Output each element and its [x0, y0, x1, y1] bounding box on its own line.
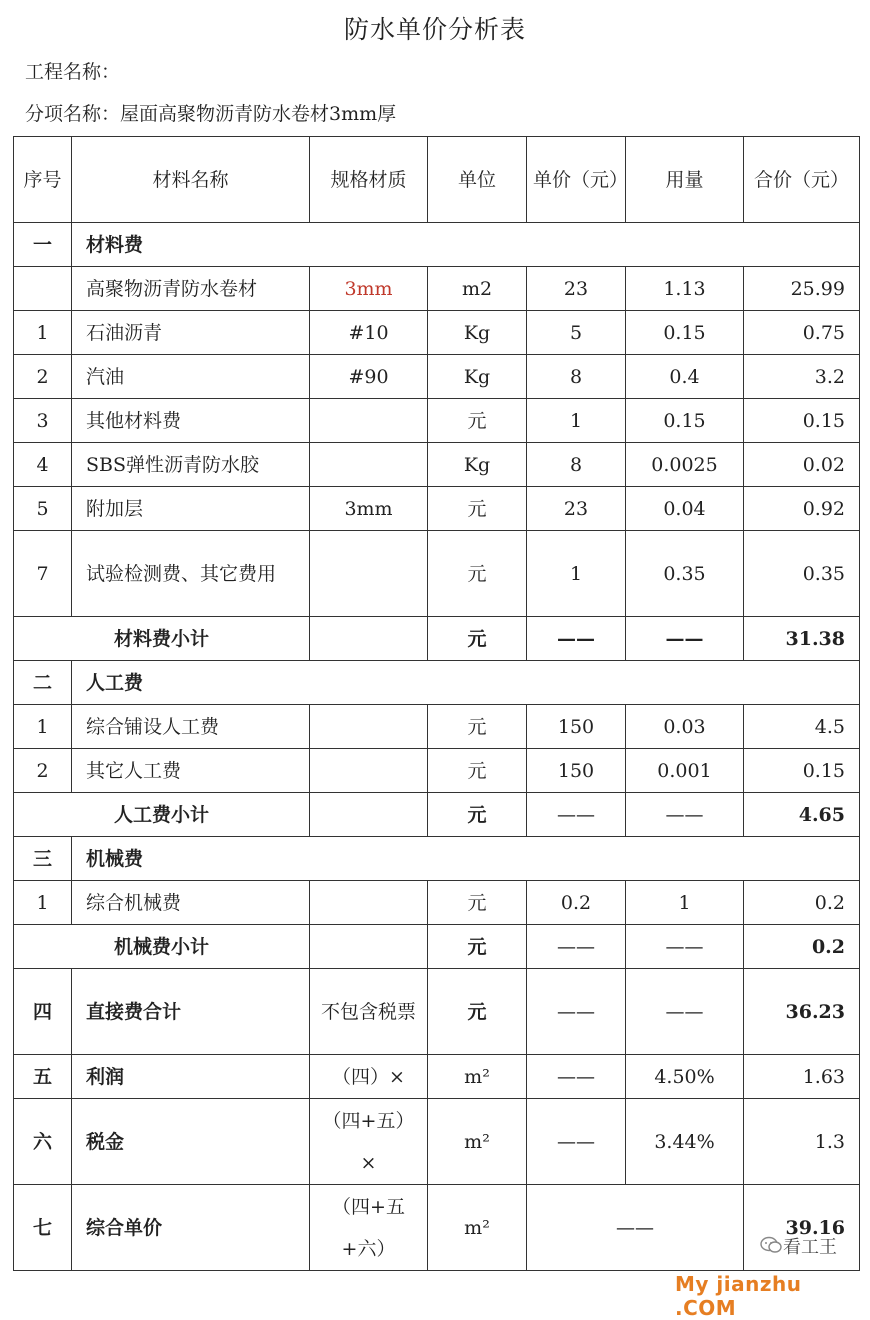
table-row	[14, 487, 860, 531]
cell-total: 0.2	[744, 881, 860, 925]
cell-seq: 1	[14, 311, 72, 355]
cell-name: SBS弹性沥青防水胶	[72, 443, 310, 487]
cell-spec: 不包含税票	[310, 969, 428, 1055]
cell-spec: #90	[310, 355, 428, 399]
cell-name: 高聚物沥青防水卷材	[72, 267, 310, 311]
cell-qty: 1	[626, 881, 744, 925]
subtotal-price: ——	[527, 925, 626, 969]
cell-qty: 0.15	[626, 311, 744, 355]
cell-seq	[14, 267, 72, 311]
cell-unit: 元	[428, 969, 527, 1055]
subtotal-row-labor	[14, 793, 860, 837]
cell-price: 23	[527, 267, 626, 311]
cell-total: 0.02	[744, 443, 860, 487]
cell-name: 综合机械费	[72, 881, 310, 925]
cell-price: ——	[527, 1055, 626, 1099]
section-seq: 三	[14, 837, 72, 881]
section-seq: 二	[14, 661, 72, 705]
cell-spec	[310, 925, 428, 969]
cell-spec: 3mm	[310, 487, 428, 531]
composite-price-row	[14, 1185, 860, 1271]
table-row	[14, 705, 860, 749]
cell-qty: 0.0025	[626, 443, 744, 487]
subtotal-name: 机械费小计	[14, 925, 310, 969]
cell-name: 税金	[72, 1099, 310, 1185]
cell-seq: 5	[14, 487, 72, 531]
section-name: 机械费	[72, 837, 860, 881]
cell-price: 8	[527, 443, 626, 487]
cell-seq: 1	[14, 705, 72, 749]
subtotal-row-material	[14, 617, 860, 661]
table-row	[14, 881, 860, 925]
subtotal-qty: ——	[626, 793, 744, 837]
cell-name: 综合铺设人工费	[72, 705, 310, 749]
tax-row	[14, 1099, 860, 1185]
section-row-labor	[14, 661, 860, 705]
cell-spec	[310, 793, 428, 837]
cell-seq: 六	[14, 1099, 72, 1185]
cell-qty: 0.001	[626, 749, 744, 793]
cell-total: 4.5	[744, 705, 860, 749]
subtotal-row-machine	[14, 925, 860, 969]
cell-total: 0.15	[744, 749, 860, 793]
section-name: 人工费	[72, 661, 860, 705]
cell-seq: 七	[14, 1185, 72, 1271]
cell-spec	[310, 443, 428, 487]
cell-qty: 4.50%	[626, 1055, 744, 1099]
cell-qty: 0.15	[626, 399, 744, 443]
header-total: 合价（元）	[744, 137, 860, 223]
cell-spec: （四）×	[310, 1055, 428, 1099]
subtotal-name: 材料费小计	[14, 617, 310, 661]
cell-total: 1.63	[744, 1055, 860, 1099]
table-row	[14, 311, 860, 355]
subtotal-total: 0.2	[744, 925, 860, 969]
subtotal-total: 4.65	[744, 793, 860, 837]
subtotal-name: 人工费小计	[14, 793, 310, 837]
subtotal-total: 31.38	[744, 617, 860, 661]
cell-seq: 2	[14, 749, 72, 793]
subtotal-price: ——	[527, 793, 626, 837]
project-name-label: 工程名称：	[25, 61, 121, 83]
watermark-site: My jianzhu .COM	[675, 1272, 802, 1320]
cell-total: 0.75	[744, 311, 860, 355]
item-name-label: 分项名称：屋面高聚物沥青防水卷材3mm厚	[25, 103, 397, 125]
cell-name: 汽油	[72, 355, 310, 399]
table-row	[14, 749, 860, 793]
subtotal-qty: ——	[626, 617, 744, 661]
cell-total: 0.15	[744, 399, 860, 443]
cell-unit: Kg	[428, 355, 527, 399]
table-row	[14, 399, 860, 443]
cell-total: 0.92	[744, 487, 860, 531]
cell-price: 8	[527, 355, 626, 399]
section-row-material	[14, 223, 860, 267]
subtotal-unit: 元	[428, 617, 527, 661]
cell-name: 综合单价	[72, 1185, 310, 1271]
cell-name: 直接费合计	[72, 969, 310, 1055]
cell-price: 150	[527, 749, 626, 793]
cell-total: 36.23	[744, 969, 860, 1055]
header-spec: 规格材质	[310, 137, 428, 223]
subtotal-unit: 元	[428, 793, 527, 837]
cell-total: 3.2	[744, 355, 860, 399]
header-qty: 用量	[626, 137, 744, 223]
header-price: 单价（元）	[527, 137, 626, 223]
cell-spec	[310, 531, 428, 617]
cell-unit: m²	[428, 1185, 527, 1271]
cell-unit: Kg	[428, 443, 527, 487]
cell-name: 试验检测费、其它费用	[72, 531, 310, 617]
page-title: 防水单价分析表	[343, 15, 526, 44]
cell-qty: 0.03	[626, 705, 744, 749]
cell-name: 附加层	[72, 487, 310, 531]
wechat-icon	[760, 1236, 782, 1254]
section-seq: 一	[14, 223, 72, 267]
cell-qty: 0.4	[626, 355, 744, 399]
table-row	[14, 531, 860, 617]
cell-unit: 元	[428, 705, 527, 749]
cell-spec: #10	[310, 311, 428, 355]
cell-unit: 元	[428, 399, 527, 443]
cell-unit: m2	[428, 267, 527, 311]
cell-seq: 1	[14, 881, 72, 925]
cell-spec	[310, 399, 428, 443]
cell-qty: 3.44%	[626, 1099, 744, 1185]
cell-qty: 0.35	[626, 531, 744, 617]
cell-total: 0.35	[744, 531, 860, 617]
cell-seq: 3	[14, 399, 72, 443]
cell-unit: 元	[428, 487, 527, 531]
table-header-row	[14, 137, 860, 223]
cell-name: 其它人工费	[72, 749, 310, 793]
cell-spec	[310, 881, 428, 925]
header-unit: 单位	[428, 137, 527, 223]
cell-spec	[310, 705, 428, 749]
cell-price-qty: ——	[527, 1185, 744, 1271]
watermark-author: 看工王	[783, 1237, 837, 1258]
profit-row	[14, 1055, 860, 1099]
cell-qty: 1.13	[626, 267, 744, 311]
cell-name: 石油沥青	[72, 311, 310, 355]
section-name: 材料费	[72, 223, 860, 267]
cell-price: ——	[527, 969, 626, 1055]
subtotal-unit: 元	[428, 925, 527, 969]
cell-seq: 四	[14, 969, 72, 1055]
cell-price: 0.2	[527, 881, 626, 925]
cell-qty: 0.04	[626, 487, 744, 531]
cell-unit: m²	[428, 1099, 527, 1185]
cell-name: 利润	[72, 1055, 310, 1099]
cell-spec: （四+五+六）	[310, 1185, 428, 1271]
cell-price: 23	[527, 487, 626, 531]
cell-total: 39.16	[744, 1185, 860, 1271]
cell-total: 25.99	[744, 267, 860, 311]
cell-spec: 3mm	[310, 267, 428, 311]
header-seq: 序号	[14, 137, 72, 223]
cell-name: 其他材料费	[72, 399, 310, 443]
cell-seq: 2	[14, 355, 72, 399]
cell-seq: 7	[14, 531, 72, 617]
subtotal-qty: ——	[626, 925, 744, 969]
cell-unit: 元	[428, 881, 527, 925]
cell-spec	[310, 617, 428, 661]
cell-price: 5	[527, 311, 626, 355]
cell-unit: 元	[428, 749, 527, 793]
table-row	[14, 443, 860, 487]
unit-price-table	[13, 136, 860, 1271]
cell-price: 1	[527, 399, 626, 443]
cell-unit: Kg	[428, 311, 527, 355]
section-row-machine	[14, 837, 860, 881]
cell-unit: 元	[428, 531, 527, 617]
cell-price: 1	[527, 531, 626, 617]
cell-spec: （四+五）×	[310, 1099, 428, 1185]
direct-cost-row	[14, 969, 860, 1055]
cell-qty: ——	[626, 969, 744, 1055]
cell-price: ——	[527, 1099, 626, 1185]
table-row	[14, 267, 860, 311]
cell-seq: 4	[14, 443, 72, 487]
cell-price: 150	[527, 705, 626, 749]
cell-unit: m²	[428, 1055, 527, 1099]
cell-seq: 五	[14, 1055, 72, 1099]
cell-spec	[310, 749, 428, 793]
header-name: 材料名称	[72, 137, 310, 223]
table-row	[14, 355, 860, 399]
subtotal-price: ——	[527, 617, 626, 661]
cell-total: 1.3	[744, 1099, 860, 1185]
